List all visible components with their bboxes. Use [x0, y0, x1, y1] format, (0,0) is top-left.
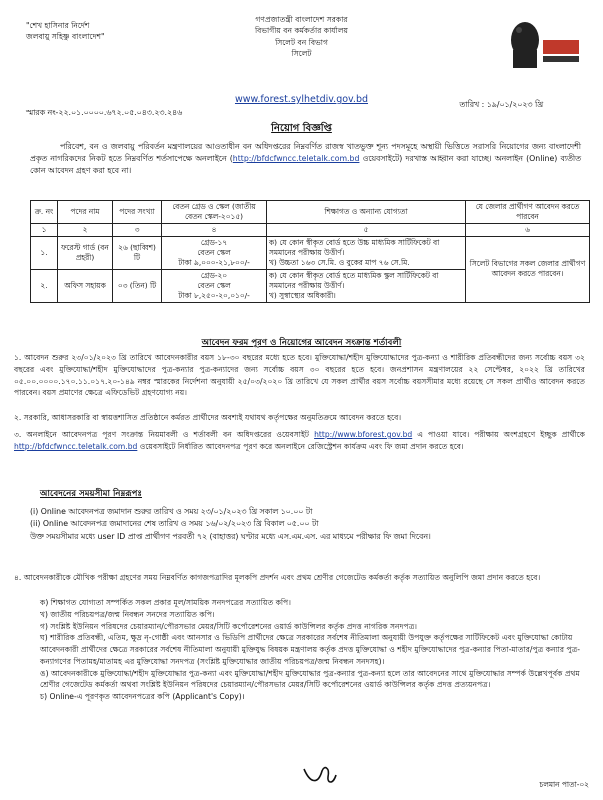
table-cell: সিলেট বিভাগের সকল জেলার প্রার্থীগণ আবেদন করতে পারবেন।: [466, 236, 590, 302]
column-number-row: [31, 223, 590, 236]
table-row: [31, 236, 590, 269]
table-cell: ২.: [31, 269, 58, 302]
col-header: পদের নাম: [58, 201, 113, 224]
table-cell: ফরেস্ট গার্ড (বন প্রহরী): [58, 236, 113, 269]
table-cell: ১: [31, 223, 58, 236]
col-header: পদের সংখ্যা: [113, 201, 162, 224]
header-line: বিভাগীয় বন কর্মকর্তার কার্যালয়: [254, 26, 349, 36]
mujib-borsho-logo-icon: [495, 10, 585, 72]
table-cell: ক) যে কোন স্বীকৃত বোর্ড হতে মাধ্যমিক স্কুল সার্টিফিকেট বা সমমানের পরীক্ষায় উত্তীর্ণ। খ) সুস্বাস্থ্যের অধিকারী।: [267, 269, 466, 302]
schedule-item: (i) Online আবেদনপত্র জমাদান শুরুর তারিখ ও সময় ২৩/০১/২০২৩ খ্রি সকাল ১০.০০ টা: [30, 507, 313, 516]
teletalk-link[interactable]: http://bfdcfwncc.teletalk.com.bd: [232, 154, 360, 164]
continued-page-note: চলমান পাতা-০২: [539, 780, 589, 789]
table-cell: ৬: [466, 223, 590, 236]
memo-number: স্মারক নং-২২.০১.০০০০.৬৭২.০৫.০৪৩.২৩.২৪৬: [26, 108, 183, 117]
list-item: চ) Online-এ পূরণকৃত আবেদনপত্রের কপি (Applicant's Copy)।: [40, 692, 245, 702]
bforest-link[interactable]: http://www.bforest.gov.bd: [314, 430, 413, 439]
table-cell: ৪: [162, 223, 267, 236]
conditions-heading: আবেদন ফরম পূরণ ও নিয়োগের আবেদন সংক্রান্ত শর্তাবলী: [201, 338, 402, 348]
schedule-list: [30, 506, 585, 543]
table-cell: অফিস সহায়ক: [58, 269, 113, 302]
office-header: [150, 14, 453, 60]
table-cell: ২: [58, 223, 113, 236]
condition-2: ২. সরকারি, আধাসরকারি বা স্বায়ত্তশাসিত প্রতিষ্ঠানে কর্মরত প্রার্থীদের অবশ্যই যথাযথ কর্তৃপক্ষের অনুমতিক্রমে আবেদন করতে হবে।: [14, 413, 402, 422]
table-cell: ক) যে কোন স্বীকৃত বোর্ড হতে উচ্চ মাধ্যমিক সার্টিফিকেট বা সমমানের পরীক্ষায় উত্তীর্ণ। খ) উচ্চতা ১৬৩ সে.মি. ও বুকের মাপ ৭৬ সে.মি.: [267, 236, 466, 269]
government-slogan: "শেখ হাসিনার নির্দেশ জলবায়ু সহিষ্ণু বাংলাদেশ": [26, 21, 105, 41]
notice-title: নিয়োগ বিজ্ঞপ্তি: [271, 123, 332, 134]
documents-list: [40, 597, 585, 703]
website-link[interactable]: www.forest.sylhetdiv.gov.bd: [234, 94, 369, 105]
table-header-row: [31, 201, 590, 224]
schedule-heading: আবেদনের সময়সীমা নিম্নরূপঃ: [40, 489, 142, 499]
table-cell: গ্রেড-১৭ বেতন স্কেল টাকা ৯,০০০-২১,৮০০/-: [162, 236, 267, 269]
col-header: যে জেলার প্রার্থীগণ আবেদন করতে পারবেন: [466, 201, 590, 224]
header-line: সিলেট বন বিভাগ: [275, 37, 328, 47]
list-item: ঙ) আবেদনকারীকে মুক্তিযোদ্ধা/শহীদ মুক্তিযোদ্ধার পুত্র-কন্যা এবং মুক্তিযোদ্ধা/শহীদ মুক্তিযোদ্ধার পুত্র-কন্যার পুত্র-কন্যা হলে তার আবেদনের সাথে মুক্তিযোদ্ধার সম্পর্ক উল্লেখপূর্বক প্রথম শ্রেণীর গেজেটেড কর্মকর্তা অথবা সংশ্লিষ্ট ইউনিয়ন পরিষদের চেয়ারম্যান/পৌরসভার মেয়র/সিটি কর্পোরেশনের ওয়ার্ড কাউন্সিলর কর্তৃক প্রদত্ত প্রত্যয়নপত্র।: [40, 668, 580, 690]
list-item: খ) জাতীয় পরিচয়পত্র/জন্ম নিবন্ধন সনদের সত্যায়িত কপি।: [40, 609, 215, 619]
table-cell: গ্রেড-২০ বেতন স্কেল টাকা ৮,২৫০-২০,০১০/-: [162, 269, 267, 302]
list-item: গ) সংশ্লিষ্ট ইউনিয়ন পরিষদের চেয়ারম্যান/পৌরসভার মেয়র/সিটি কর্পোরেশনের ওয়ার্ড কাউন্সিলর কর্তৃক প্রদত্ত নাগরিক সনদপত্র।: [40, 621, 417, 631]
table-cell: ২৬ (ছাব্বিশ) টি: [113, 236, 162, 269]
col-header: বেতন গ্রেড ও স্কেল (জাতীয় বেতন স্কেল-২০১৫): [162, 201, 267, 224]
table-cell: ৩: [113, 223, 162, 236]
intro-paragraph: পরিবেশ, বন ও জলবায়ু পরিবর্তন মন্ত্রণালয়ের আওতাধীন বন অধিদপ্তরের নিম্নবর্ণিত রাজস্ব খাতভুক্ত শূন্য পদসমূহে অস্থায়ী ভিত্তিতে সরাসরি নিয়োগের জন্য বাংলাদেশী প্রকৃত নাগরিকদের নিকট হতে নিম্নবর্ণিত শর্তসাপেক্ষে অনলাইনে (http://bfdcfwncc.teletalk.com.bd ওয়েবসাইটে) দরখাস্ত আহ্বান করা যাচ্ছে। অনলাইন (Online) ব্যতীত কোন আবেদন গ্রহণ করা হবে না।: [30, 142, 581, 176]
header-line: সিলেট: [291, 49, 312, 59]
table-cell: ৫: [267, 223, 466, 236]
schedule-item: উক্ত সময়সীমার মধ্যে user ID প্রাপ্ত প্রার্থীগণ পরবর্তী ৭২ (বাহাত্তর) ঘণ্টার মধ্যে এস.এম.এস. এর মাধ্যমে পরীক্ষার ফি জমা দিবেন।: [30, 531, 431, 541]
table-cell: ০৩ (তিন) টি: [113, 269, 162, 302]
list-item: ঘ) শারীরিক প্রতিবন্ধী, এতিম, ক্ষুদ্র নৃ-গোষ্ঠী এবং আনসার ও ভিডিপি প্রার্থীদের ক্ষেত্রে সরকারের সর্বশেষ নীতিমালা অনুযায়ী উপযুক্ত কর্তৃপক্ষের সার্টিফিকেট এবং মুক্তিযোদ্ধা কোটায় আবেদনকারী প্রার্থীদের ক্ষেত্রে সরকারের সর্বশেষ নীতিমালা অনুযায়ী মুক্তিযুদ্ধ বিষয়ক মন্ত্রণালয় কর্তৃক প্রদত্ত মুক্তিযোদ্ধা ও শহীদ মুক্তিযোদ্ধাদের পুত্র-কন্যার পিতা-মাতার/পুত্র কন্যার পুত্র-কন্যাগণের পিতামহ/মাতামহ এর মুক্তিযোদ্ধা সনদপত্র (সংশ্লিষ্ট মুক্তিযোদ্ধার জাতীয় পরিচয়পত্র/জন্ম নিবন্ধন সনদসহ)।: [40, 633, 580, 666]
header-line: গণপ্রজাতন্ত্রী বাংলাদেশ সরকার: [255, 15, 348, 24]
col-header: ক্র. নং: [31, 201, 58, 224]
condition-1: ১. আবেদন শুরুর ২৩/০১/২০২৩ খ্রি তারিখে আবেদনকারীর বয়স ১৮-৩০ বছরের মধ্যে হতে হবে। মুক্তিযোদ্ধা/শহীদ মুক্তিযোদ্ধাদের পুত্র-কন্যা ও শারীরিক প্রতিবন্ধীদের জন্য সর্বোচ্চ বয়স ৩২ বছরের এবং মুক্তিযোদ্ধা/শহীদ মুক্তিযোদ্ধাদের পুত্র-কন্যার পুত্র-কন্যাদের জন্য সর্বোচ্চ বয়স ৩০ বছরের হতে হবে। জনপ্রশাসন মন্ত্রণালয়ের ২২ সেপ্টেম্বর, ২০২২ খ্রি তারিখের ০৫.০০.০০০০.১৭০.১১.০১৭.২০-১৪৯ নম্বর স্মারকের নির্দেশনা অনুযায়ী ২৫/০৩/২০২০ খ্রি তারিখে যে সকল প্রার্থীর বয়স সর্বোচ্চ বয়সসীমার মধ্যে রয়েছে সে সকল প্রার্থীও আবেদন করতে পারবেন। বয়স প্রমাণের ক্ষেত্রে এফিডেভিট গ্রহণযোগ্য নয়।: [14, 353, 585, 398]
schedule-item: (ii) Online আবেদনপত্র জমাদানের শেষ তারিখ ও সময় ১৬/০২/২০২৩ খ্রি বিকাল ০৫.০০ টা: [30, 519, 319, 529]
condition-3: ৩. অনলাইনে আবেদনপত্র পূরণ সংক্রান্ত নিয়মাবলী ও শর্তাবলী বন অধিদপ্তরের ওয়েবসাইট http://www.bforest.gov.bd এ পাওয়া যাবে। পরীক্ষায় অংশগ্রহণে ইচ্ছুক প্রার্থীকে http://bfdcfwncc.teletalk.com.bd ওয়েবসাইটে নির্ধারিত আবেদনপত্র পূরণ করে অনলাইনে রেজিস্ট্রেশন কার্যক্রম এবং ফি জমা প্রদান করতে হবে।: [14, 430, 585, 451]
vacancy-table: [30, 200, 590, 303]
teletalk-link[interactable]: http://bfdcfwncc.teletalk.com.bd: [14, 441, 138, 451]
condition-4: ৪. আবেদনকারীকে মৌখিক পরীক্ষা গ্রহণের সময় নিম্নবর্ণিত কাগজপত্রাদির মূলকপি প্রদর্শন এবং প্রথম শ্রেণীর গেজেটেড কর্মকর্তা কর্তৃক সত্যায়িত অনুলিপি জমা প্রদান করতে হবে।: [14, 573, 541, 582]
notice-date: তারিখ : ১৯/০১/২০২৩ খ্রি: [459, 100, 543, 109]
signature-mark-icon: [300, 763, 340, 789]
table-cell: ১.: [31, 236, 58, 269]
col-header: শিক্ষাগত ও অন্যান্য যোগ্যতা: [267, 201, 466, 224]
list-item: ক) শিক্ষাগত যোগ্যতা সম্পর্কিত সকল প্রকার মূল/সাময়িক সনদপত্রের সত্যায়িত কপি।: [40, 598, 291, 607]
